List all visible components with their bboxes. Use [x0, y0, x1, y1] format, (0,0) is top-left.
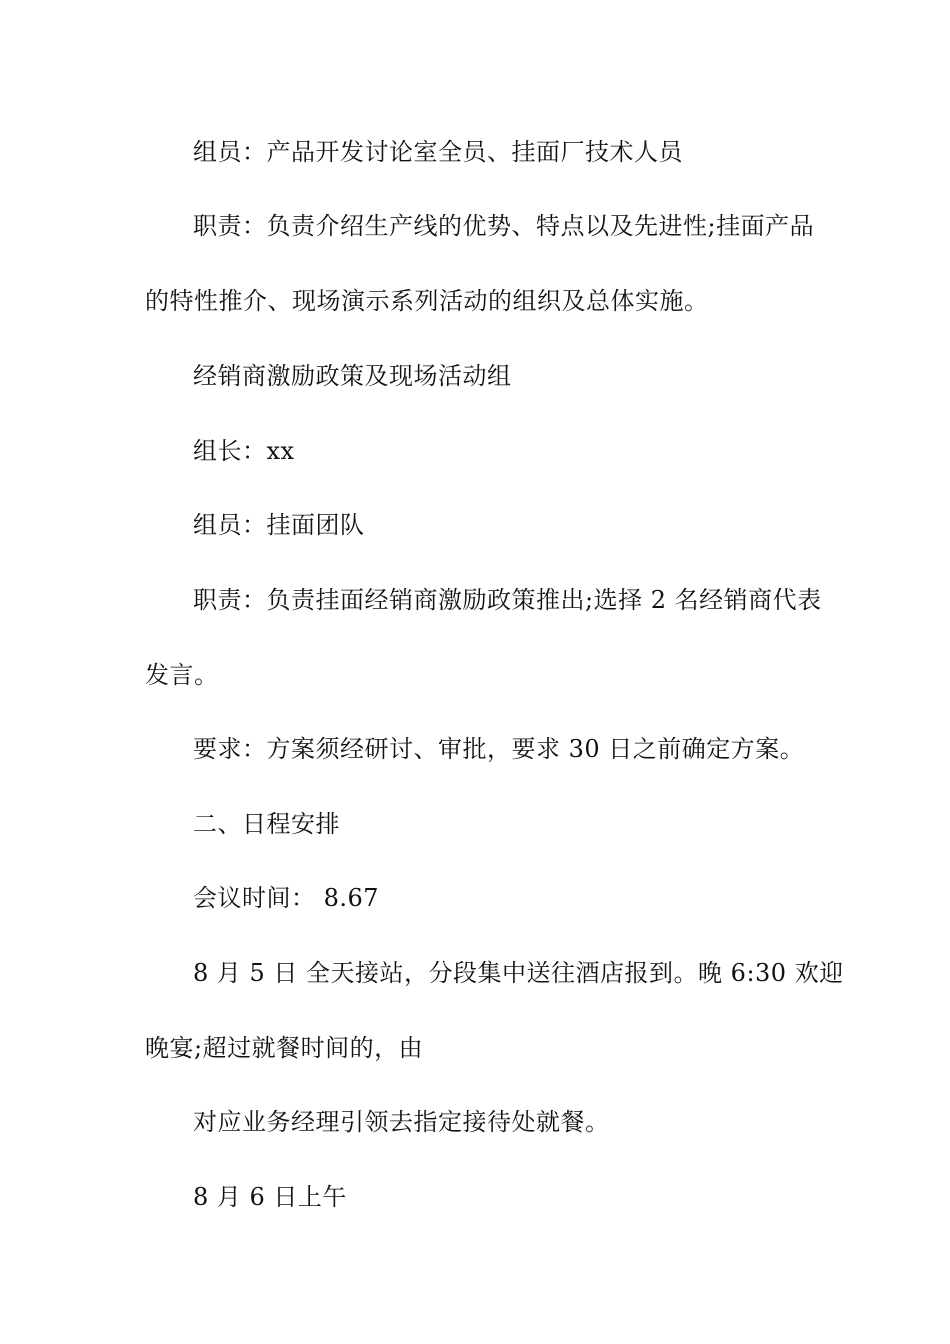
paragraph-aug5-line-2: 晚宴;超过就餐时间的，由 [145, 1034, 424, 1062]
paragraph-meeting-time: 会议时间： 8.67 [193, 884, 380, 912]
paragraph-aug5-line-3: 对应业务经理引领去指定接待处就餐。 [193, 1108, 610, 1136]
paragraph-group-leader: 组长：xx [193, 437, 295, 465]
section-heading-schedule: 二、日程安排 [193, 810, 340, 838]
paragraph-aug6-morning: 8 月 6 日上午 [193, 1183, 347, 1211]
paragraph-aug5-line-1: 8 月 5 日 全天接站，分段集中送往酒店报到。晚 6:30 欢迎 [193, 959, 844, 987]
paragraph-responsibility-line-2: 的特性推介、现场演示系列活动的组织及总体实施。 [145, 287, 709, 315]
paragraph-team-members: 组员：产品开发讨论室全员、挂面厂技术人员 [193, 138, 683, 166]
paragraph-dealer-responsibility-line-1: 职责：负责挂面经销商激励政策推出;选择 2 名经销商代表 [193, 586, 822, 614]
paragraph-requirements: 要求：方案须经研讨、审批，要求 30 日之前确定方案。 [193, 735, 805, 763]
section-heading-dealer-group: 经销商激励政策及现场活动组 [193, 362, 512, 390]
paragraph-group-members: 组员：挂面团队 [193, 511, 365, 539]
paragraph-dealer-responsibility-line-2: 发言。 [145, 661, 219, 689]
paragraph-responsibility-line-1: 职责：负责介绍生产线的优势、特点以及先进性;挂面产品 [193, 212, 815, 240]
